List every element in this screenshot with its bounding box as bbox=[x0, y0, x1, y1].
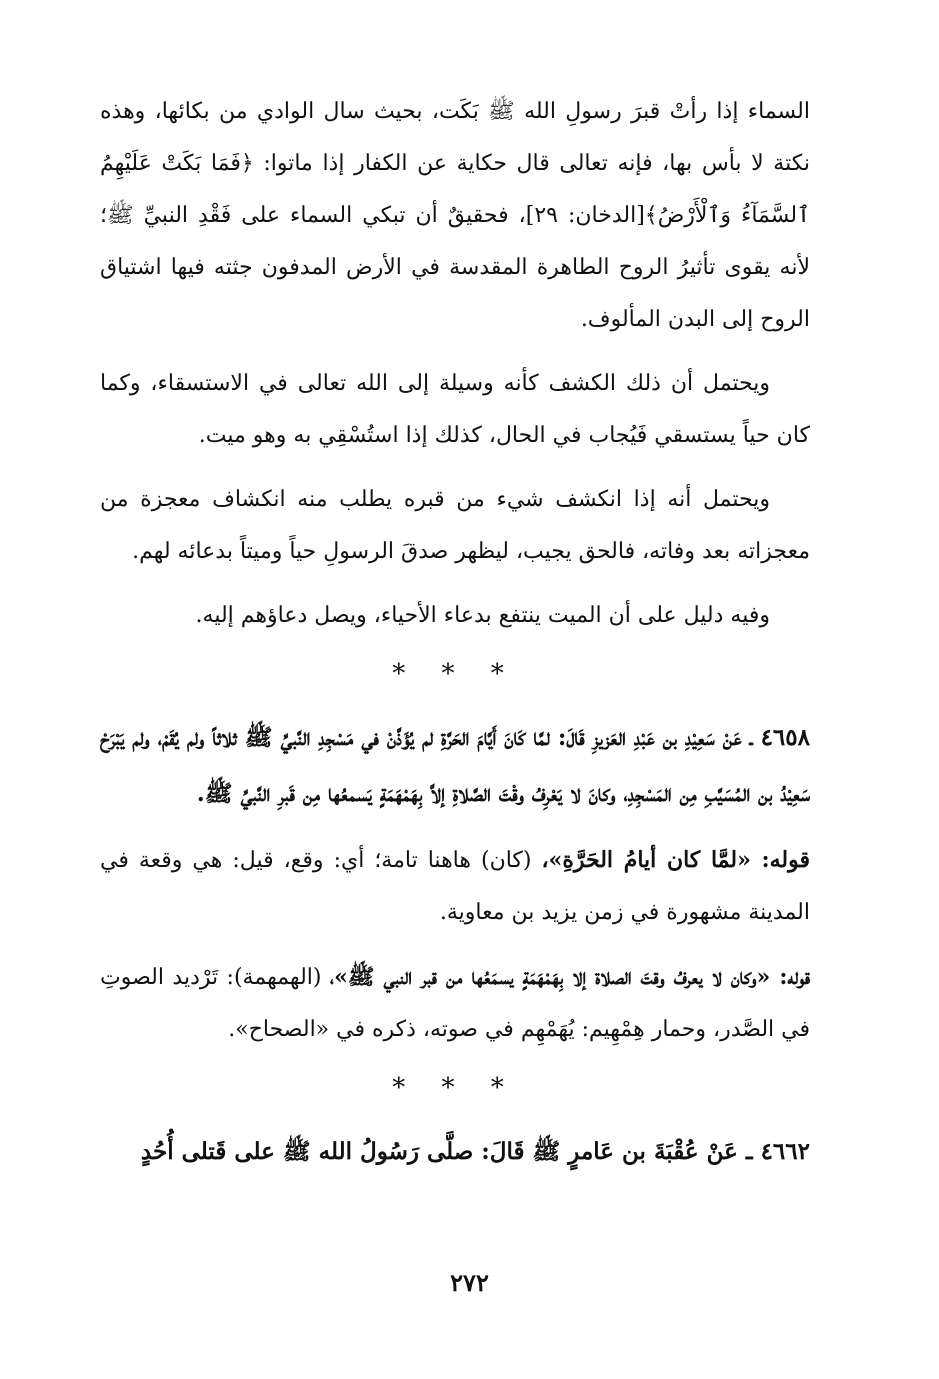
body-paragraph-2: ويحتمل أن ذلك الكشف كأنه وسيلة إلى الله تعالى في الاستسقاء، وكما كان حياً يستسقي فَيُجاب في الحال، كذلك إذا استُسْقِي به وهو ميت. bbox=[100, 371, 810, 448]
commentary-2 bbox=[100, 951, 810, 1056]
commentary-2-text: (الهمهمة): تَرْديد الصوتِ في الصَّدر، وحمار هِمْهِيم: يُهَمْهِم في صوته، ذكره في «الصحاح». bbox=[100, 965, 810, 1042]
hadith-4662: ٤٦٦٢ ـ عَنْ عُقْبَةَ بن عَامرٍ ﷺ قَالَ: صلَّى رَسُولُ الله ﷺ على قَتلى أُحُدٍ bbox=[140, 1138, 810, 1165]
body-paragraph-4: وفيه دليل على أن الميت ينتفع بدعاء الأحياء، ويصل دعاؤهم إليه. bbox=[195, 603, 770, 628]
hadith-4658: ٤٦٥٨ ـ عَنْ سَعِيْدِ بن عَبْدِ العَزيزِ قَالَ: لمَّا كَانَ أَيَّامَ الحَرَّةِ لم يُؤَذَّنْ في مَسْجِدِ النَّبيِّ ﷺ ثلاثاً ولم يُقَمْ، ولم يَبْرَحْ سَعِيْدُ بن المُسَيَّبِ مِن المَسْجِدِ، وكانَ لا يَعْرِفُ وقْتَ الصَّلاةِ إلاَّ بِهَمْهَمَةٍ يَسمعُها مِن قَبرِ النَّبيِّ ﷺ. bbox=[100, 724, 810, 807]
body-paragraph-3: ويحتمل أنه إذا انكشف شيء من قبره يطلب منه انكشاف معجزة من معجزاته بعد وفاته، فالحق يجيب، ليظهر صدقَ الرسولِ حياً وميتاً بدعائه لهم. bbox=[100, 487, 810, 564]
section-separator-2: * * * bbox=[392, 1073, 518, 1103]
commentary-1 bbox=[100, 834, 810, 939]
commentary-2-lead: قوله: «وكان لا يعرفُ وقتَ الصلاة إلا بِهَمْهَمَةٍ يسمَعُها من قبر النبي ﷺ»، bbox=[329, 964, 811, 990]
section-separator-1: * * * bbox=[392, 659, 518, 689]
commentary-1-text: (كان) هاهنا تامة؛ أي: وقع، قيل: هي وقعة في المدينة مشهورة في زمن يزيد بن معاوية. bbox=[100, 848, 810, 925]
body-paragraph-1: السماء إذا رأتْ قبرَ رسولِ الله ﷺ بَكَت، بحيث سال الوادي من بكائها، وهذه نكتة لا بأس بها، فإنه تعالى قال حكاية عن الكفار إذا ماتوا: ﴿فَمَا بَكَتْ عَلَيْهِمُ ٱلسَّمَآءُ وَٱلْأَرْضُ﴾[الدخان: ٢٩]، فحقيقٌ أن تبكي السماء على فَقْدِ النبيِّ ﷺ؛ لأنه يقوى تأثيرُ الروح الطاهرة المقدسة في الأرض المدفون جثته فيها اشتياق الروح إلى البدن المألوف. bbox=[100, 99, 810, 332]
page-number: ٢٧٢ bbox=[450, 1268, 489, 1297]
page-content bbox=[100, 86, 810, 1192]
commentary-1-lead: قوله: «لمَّا كان أيامُ الحَرَّةِ»، bbox=[541, 847, 810, 873]
